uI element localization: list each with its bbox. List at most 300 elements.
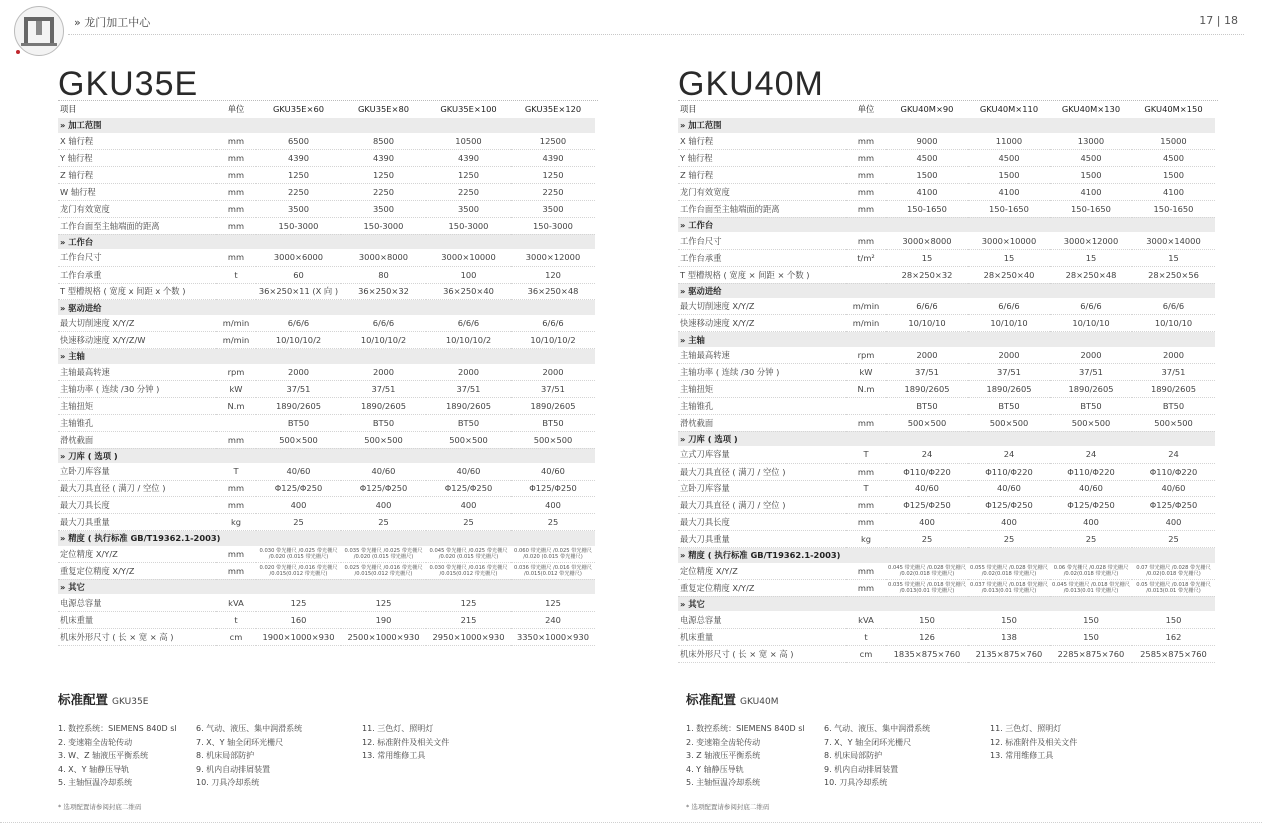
spec-value: 160 xyxy=(256,611,341,628)
spec-value: 37/51 xyxy=(256,381,341,398)
table-row xyxy=(58,332,595,349)
header-item: 项目 xyxy=(60,104,77,115)
spec-unit: t xyxy=(846,628,886,645)
spec-label: Y 轴行程 xyxy=(678,150,846,167)
spec-label: 快速移动速度 X/Y/Z xyxy=(678,315,846,332)
spec-value: 25 xyxy=(256,514,341,531)
config-item: 3. W、Z 轴液压平衡系统 xyxy=(58,751,149,760)
spec-value: 3000×12000 xyxy=(511,249,595,266)
spec-value: 2000 xyxy=(968,347,1050,364)
config-item: 13. 常用维修工具 xyxy=(990,751,1054,760)
spec-value: 4100 xyxy=(968,184,1050,201)
spec-value: 28×250×32 xyxy=(886,266,968,283)
spec-value: 37/51 xyxy=(426,381,511,398)
spec-value: 40/60 xyxy=(256,463,341,480)
spec-unit: m/min xyxy=(846,298,886,315)
spec-value: 15 xyxy=(1050,249,1132,266)
spec-value: 15 xyxy=(1132,249,1215,266)
spec-unit: kW xyxy=(216,381,256,398)
spec-value: 6/6/6 xyxy=(426,315,511,332)
table-group-row xyxy=(678,217,1215,232)
spec-value: 2135×875×760 xyxy=(968,645,1050,662)
spec-value: 0.07 带光栅尺 /0.028 带光栅尺 /0.02(0.018 带光栅尺) xyxy=(1132,563,1215,580)
header-unit: 单位 xyxy=(857,104,875,115)
table-group-row xyxy=(58,349,595,364)
spec-value: 4390 xyxy=(256,150,341,167)
table-row xyxy=(678,249,1215,266)
spec-value: BT50 xyxy=(341,414,426,431)
spec-label: 最大切削速度 X/Y/Z xyxy=(678,298,846,315)
header-item: 项目 xyxy=(680,104,697,115)
spec-value: 3000×10000 xyxy=(968,232,1050,249)
spec-value: Φ125/Φ250 xyxy=(968,497,1050,514)
spec-label: 主轴锥孔 xyxy=(678,397,846,414)
spec-value: 6500 xyxy=(256,133,341,150)
spec-value: 36×250×48 xyxy=(511,283,595,300)
spec-value: 2000 xyxy=(256,364,341,381)
spec-unit: mm xyxy=(846,514,886,531)
table-row xyxy=(678,480,1215,497)
spec-value: 0.020 带光栅尺 /0.016 带光栅尺 /0.015(0.012 带光栅尺) xyxy=(256,563,341,580)
group-label: » 加工范围 xyxy=(58,118,595,133)
group-label: » 加工范围 xyxy=(678,118,1215,133)
standard-config-label: 标准配置 xyxy=(686,692,737,707)
spec-label: 最大刀具重量 xyxy=(58,514,216,531)
spec-value: 3350×1000×930 xyxy=(511,628,595,645)
table-group-row xyxy=(58,448,595,463)
spec-value: 28×250×40 xyxy=(968,266,1050,283)
spec-value: 37/51 xyxy=(968,364,1050,381)
spec-value: BT50 xyxy=(511,414,595,431)
spec-value: 6/6/6 xyxy=(1132,298,1215,315)
table-row xyxy=(678,531,1215,548)
spec-value: Φ125/Φ250 xyxy=(1132,497,1215,514)
spec-value: Φ125/Φ250 xyxy=(341,480,426,497)
config-item: 7. X、Y 轴全闭环光栅尺 xyxy=(196,737,284,747)
table-group-row xyxy=(678,118,1215,133)
model-title: GKU40M xyxy=(678,65,824,103)
spec-unit: mm xyxy=(216,150,256,167)
spec-unit: kVA xyxy=(216,594,256,611)
spec-label: 最大刀具直径 ( 满刀 / 空位 ) xyxy=(58,480,216,497)
spec-label: 工作台面至主轴端面的距离 xyxy=(58,217,216,234)
config-column xyxy=(362,722,542,790)
brand-logo xyxy=(14,6,64,56)
spec-value: 500×500 xyxy=(341,431,426,448)
spec-value: 125 xyxy=(426,594,511,611)
table-row xyxy=(678,347,1215,364)
table-header-row xyxy=(678,101,1215,118)
spec-value: 10/10/10/2 xyxy=(341,332,426,349)
spec-unit: mm xyxy=(216,480,256,497)
spec-value: 150-1650 xyxy=(886,200,968,217)
spec-value: 60 xyxy=(256,266,341,283)
spec-value: 1890/2605 xyxy=(341,397,426,414)
spec-value: 4500 xyxy=(1132,150,1215,167)
spec-unit: t/m² xyxy=(846,249,886,266)
spec-table xyxy=(58,101,595,646)
spec-unit: mm xyxy=(216,563,256,580)
spec-value: 3500 xyxy=(426,200,511,217)
spec-value: 0.045 带光栅尺 /0.018 带光栅尺 /0.013(0.01 带光栅尺) xyxy=(1050,579,1132,596)
spec-value: 3000×8000 xyxy=(341,249,426,266)
spec-unit: cm xyxy=(846,645,886,662)
standard-config-title xyxy=(686,690,1206,708)
spec-value: 10/10/10/2 xyxy=(256,332,341,349)
spec-value: 240 xyxy=(511,611,595,628)
spec-value: 1500 xyxy=(886,167,968,184)
spec-value: 2285×875×760 xyxy=(1050,645,1132,662)
footnote: * 选项配置请参阅封底二维码 xyxy=(58,802,142,811)
spec-value: 1890/2605 xyxy=(1132,381,1215,398)
spec-value: BT50 xyxy=(886,397,968,414)
table-row xyxy=(678,266,1215,283)
table-group-row xyxy=(58,300,595,315)
spec-label: 龙门有效宽度 xyxy=(678,184,846,201)
config-item: 7. X、Y 轴全闭环光栅尺 xyxy=(824,737,912,747)
spec-unit: N.m xyxy=(846,381,886,398)
group-label: » 驱动进给 xyxy=(678,283,1215,298)
spec-value: 100 xyxy=(426,266,511,283)
table-row xyxy=(678,611,1215,628)
spec-table xyxy=(678,101,1215,663)
table-row xyxy=(58,611,595,628)
table-row xyxy=(678,628,1215,645)
spec-value: 150 xyxy=(1132,611,1215,628)
spec-value: Φ125/Φ250 xyxy=(256,480,341,497)
table-row xyxy=(678,563,1215,580)
spec-label: 电源总容量 xyxy=(678,611,846,628)
brand-dot xyxy=(16,50,20,54)
spec-value: 13000 xyxy=(1050,133,1132,150)
spec-label: 立卧刀库容量 xyxy=(58,463,216,480)
spec-value: 37/51 xyxy=(1132,364,1215,381)
table-row xyxy=(678,414,1215,431)
spec-value: 400 xyxy=(426,497,511,514)
spec-unit: mm xyxy=(846,232,886,249)
table-group-row xyxy=(58,234,595,249)
spec-value: 0.037 带光栅尺 /0.018 带光栅尺 /0.013(0.01 带光栅尺) xyxy=(968,579,1050,596)
table-row xyxy=(678,463,1215,480)
table-row xyxy=(58,594,595,611)
header-model: GKU35E×120 xyxy=(524,104,582,115)
config-item: 5. 主轴恒温冷却系统 xyxy=(686,778,761,787)
table-group-row xyxy=(58,579,595,594)
spec-label: 主轴最高转速 xyxy=(58,364,216,381)
table-row xyxy=(678,298,1215,315)
spec-unit: mm xyxy=(216,200,256,217)
spec-label: 工作台面至主轴端面的距离 xyxy=(678,200,846,217)
spec-label: X 轴行程 xyxy=(58,133,216,150)
table-group-row xyxy=(58,531,595,546)
spec-value: 2250 xyxy=(426,184,511,201)
config-item: 10. 刀具冷却系统 xyxy=(824,778,888,787)
table-row xyxy=(58,381,595,398)
spec-value: 2000 xyxy=(1050,347,1132,364)
header-model: GKU35E×60 xyxy=(272,104,325,115)
spec-unit: mm xyxy=(216,497,256,514)
table-row xyxy=(678,514,1215,531)
config-item: 3. Z 轴液压平衡系统 xyxy=(686,751,761,760)
spec-value: 1890/2605 xyxy=(426,397,511,414)
config-item: 10. 刀具冷却系统 xyxy=(196,778,260,787)
table-row xyxy=(678,133,1215,150)
spec-unit: t xyxy=(216,611,256,628)
spec-unit: mm xyxy=(846,463,886,480)
table-row xyxy=(58,217,595,234)
spec-value: 3000×10000 xyxy=(426,249,511,266)
table-row xyxy=(678,645,1215,662)
spec-value: 150-3000 xyxy=(256,217,341,234)
spec-value: 0.045 带光栅尺 /0.025 带光栅尺 /0.020 (0.015 带光栅尺) xyxy=(426,546,511,563)
spec-label: T 型槽规格 ( 宽度 x 间距 x 个数 ) xyxy=(58,283,216,300)
spec-value: 400 xyxy=(511,497,595,514)
spec-unit: mm xyxy=(216,133,256,150)
spec-value: 36×250×32 xyxy=(341,283,426,300)
group-label: » 工作台 xyxy=(678,217,1215,232)
spec-value: 500×500 xyxy=(886,414,968,431)
table-group-row xyxy=(678,332,1215,347)
spec-value: 125 xyxy=(341,594,426,611)
config-column xyxy=(196,722,362,790)
spec-unit: rpm xyxy=(216,364,256,381)
table-row xyxy=(58,133,595,150)
table-row xyxy=(678,150,1215,167)
spec-label: 滑枕截面 xyxy=(58,431,216,448)
spec-value: 3000×12000 xyxy=(1050,232,1132,249)
spec-label: 最大刀具长度 xyxy=(678,514,846,531)
table-row xyxy=(58,266,595,283)
spec-label: 滑枕截面 xyxy=(678,414,846,431)
spec-value: 6/6/6 xyxy=(886,298,968,315)
table-row xyxy=(58,563,595,580)
spec-unit: kg xyxy=(846,531,886,548)
model-title: GKU35E xyxy=(58,65,199,103)
spec-value: 28×250×48 xyxy=(1050,266,1132,283)
spec-value: 10/10/10 xyxy=(1132,315,1215,332)
table-row xyxy=(58,546,595,563)
group-label: » 主轴 xyxy=(58,349,595,364)
spec-value: 40/60 xyxy=(511,463,595,480)
table-row xyxy=(58,200,595,217)
spec-value: 4500 xyxy=(1050,150,1132,167)
spec-value: 162 xyxy=(1132,628,1215,645)
spec-value: 80 xyxy=(341,266,426,283)
group-label: » 工作台 xyxy=(58,234,595,249)
spec-unit: rpm xyxy=(846,347,886,364)
spec-value: 25 xyxy=(1050,531,1132,548)
table-header-row xyxy=(58,101,595,118)
spec-unit: mm xyxy=(216,249,256,266)
spec-value: 2000 xyxy=(886,347,968,364)
spec-value: 0.045 带光栅尺 /0.028 带光栅尺 /0.02(0.018 带光栅尺) xyxy=(886,563,968,580)
spec-value: 1890/2605 xyxy=(886,381,968,398)
header-model: GKU40M×110 xyxy=(979,104,1039,115)
spec-label: 最大刀具重量 xyxy=(678,531,846,548)
spec-value: 4500 xyxy=(886,150,968,167)
spec-value: 2250 xyxy=(511,184,595,201)
spec-value: 3000×8000 xyxy=(886,232,968,249)
table-row xyxy=(58,397,595,414)
spec-value: 15 xyxy=(968,249,1050,266)
spec-label: 主轴功率 ( 连续 /30 分钟 ) xyxy=(678,364,846,381)
config-item: 5. 主轴恒温冷却系统 xyxy=(58,778,133,787)
spec-label: Z 轴行程 xyxy=(678,167,846,184)
spec-value: 4500 xyxy=(968,150,1050,167)
spec-unit: mm xyxy=(846,184,886,201)
standard-config-gku40m xyxy=(686,690,1206,811)
spec-value: 10/10/10/2 xyxy=(511,332,595,349)
footnote: * 选项配置请参阅封底二维码 xyxy=(686,802,770,811)
config-item: 9. 机内自动排屑装置 xyxy=(196,764,271,774)
spec-value: 6/6/6 xyxy=(968,298,1050,315)
table-row xyxy=(58,480,595,497)
config-column xyxy=(824,722,990,790)
spec-unit: mm xyxy=(846,150,886,167)
config-item: 8. 机床局部防护 xyxy=(196,751,255,760)
spec-value: 1890/2605 xyxy=(256,397,341,414)
table-row xyxy=(678,446,1215,463)
spec-value: 2000 xyxy=(426,364,511,381)
spec-value: 400 xyxy=(886,514,968,531)
spec-value: Φ110/Φ220 xyxy=(1132,463,1215,480)
config-item: 2. 变速箱全齿轮传动 xyxy=(686,737,761,747)
spec-value: 24 xyxy=(1050,446,1132,463)
table-row xyxy=(678,397,1215,414)
standard-config-label: 标准配置 xyxy=(58,692,109,707)
spec-unit: T xyxy=(846,446,886,463)
spec-value: 1250 xyxy=(256,167,341,184)
spec-value: 150 xyxy=(1050,611,1132,628)
spec-value: 37/51 xyxy=(1050,364,1132,381)
spec-label: 定位精度 X/Y/Z xyxy=(58,546,216,563)
spec-label: 快速移动速度 X/Y/Z/W xyxy=(58,332,216,349)
table-row xyxy=(58,167,595,184)
table-row xyxy=(678,184,1215,201)
spec-value: 1500 xyxy=(1050,167,1132,184)
config-item: 12. 标准附件及相关文件 xyxy=(990,737,1078,747)
spec-unit: kg xyxy=(216,514,256,531)
group-label: » 精度 ( 执行标准 GB/T19362.1-2003) xyxy=(678,548,1215,563)
table-row xyxy=(678,315,1215,332)
spec-value: 3500 xyxy=(256,200,341,217)
spec-value: 500×500 xyxy=(1050,414,1132,431)
spec-unit: mm xyxy=(216,217,256,234)
spec-unit: mm xyxy=(846,563,886,580)
spec-value: 150-3000 xyxy=(511,217,595,234)
spec-label: 主轴最高转速 xyxy=(678,347,846,364)
spec-value: 1250 xyxy=(511,167,595,184)
spec-value: 40/60 xyxy=(1132,480,1215,497)
spec-value: 500×500 xyxy=(256,431,341,448)
spec-unit: t xyxy=(216,266,256,283)
spec-value: 4100 xyxy=(886,184,968,201)
spec-label: 主轴扭矩 xyxy=(678,381,846,398)
spec-value: 6/6/6 xyxy=(1050,298,1132,315)
table-row xyxy=(58,497,595,514)
table-row xyxy=(58,431,595,448)
config-item: 6. 气动、液压、集中润滑系统 xyxy=(196,724,303,733)
spec-unit: mm xyxy=(846,167,886,184)
spec-label: 龙门有效宽度 xyxy=(58,200,216,217)
spec-value: 25 xyxy=(341,514,426,531)
spec-value: 0.06 带光栅尺 /0.028 带光栅尺 /0.02(0.018 带光栅尺) xyxy=(1050,563,1132,580)
spec-unit: kVA xyxy=(846,611,886,628)
spec-label: 机床重量 xyxy=(58,611,216,628)
spec-value: 25 xyxy=(426,514,511,531)
spec-unit: mm xyxy=(216,184,256,201)
spec-label: 电源总容量 xyxy=(58,594,216,611)
table-row xyxy=(678,579,1215,596)
spec-value: BT50 xyxy=(968,397,1050,414)
spec-value: Φ125/Φ250 xyxy=(886,497,968,514)
spec-unit: mm xyxy=(846,579,886,596)
spec-unit: m/min xyxy=(216,315,256,332)
spec-value: 37/51 xyxy=(341,381,426,398)
spec-label: Z 轴行程 xyxy=(58,167,216,184)
spec-value: 150 xyxy=(1050,628,1132,645)
config-item: 11. 三色灯、照明灯 xyxy=(990,724,1062,733)
spec-unit xyxy=(846,266,886,283)
table-row xyxy=(58,514,595,531)
spec-value: 40/60 xyxy=(968,480,1050,497)
table-row xyxy=(58,283,595,300)
spec-value: 4390 xyxy=(426,150,511,167)
group-label: » 刀库 ( 选项 ) xyxy=(678,431,1215,446)
group-label: » 其它 xyxy=(58,579,595,594)
spec-value: 12500 xyxy=(511,133,595,150)
spec-value: 25 xyxy=(886,531,968,548)
spec-value: 2500×1000×930 xyxy=(341,628,426,645)
table-group-row xyxy=(678,548,1215,563)
spec-value: 3000×6000 xyxy=(256,249,341,266)
spec-value: 0.055 带光栅尺 /0.028 带光栅尺 /0.02(0.018 带光栅尺) xyxy=(968,563,1050,580)
spec-value: Φ125/Φ250 xyxy=(426,480,511,497)
spec-label: 主轴功率 ( 连续 /30 分钟 ) xyxy=(58,381,216,398)
header-unit: 单位 xyxy=(227,104,245,115)
spec-unit xyxy=(846,397,886,414)
spec-label: 最大切削速度 X/Y/Z xyxy=(58,315,216,332)
spec-unit: m/min xyxy=(216,332,256,349)
spec-value: BT50 xyxy=(426,414,511,431)
spec-value: 0.05 带光栅尺 /0.018 带光栅尺 /0.013(0.01 带光栅尺) xyxy=(1132,579,1215,596)
spec-value: 37/51 xyxy=(886,364,968,381)
spec-value: 2250 xyxy=(341,184,426,201)
config-item: 6. 气动、液压、集中润滑系统 xyxy=(824,724,931,733)
config-item: 2. 变速箱全齿轮传动 xyxy=(58,737,133,747)
spec-value: 36×250×11 (X 向 ) xyxy=(256,283,341,300)
spec-value: Φ110/Φ220 xyxy=(1050,463,1132,480)
standard-config-title xyxy=(58,690,578,708)
spec-value: 400 xyxy=(1132,514,1215,531)
spec-value: 150 xyxy=(886,611,968,628)
spec-value: 4100 xyxy=(1050,184,1132,201)
config-item: 11. 三色灯、照明灯 xyxy=(362,724,434,733)
footer-divider xyxy=(0,822,1262,823)
spec-value: 0.030 带光栅尺 /0.016 带光栅尺 /0.015(0.012 带光栅尺) xyxy=(426,563,511,580)
standard-config-model: GKU35E xyxy=(112,697,149,707)
spec-value: 138 xyxy=(968,628,1050,645)
header-divider xyxy=(68,34,1244,35)
spec-value: 1250 xyxy=(341,167,426,184)
spec-unit: cm xyxy=(216,628,256,645)
spec-unit xyxy=(216,414,256,431)
spec-label: 工作台尺寸 xyxy=(678,232,846,249)
spec-label: 机床外形尺寸 ( 长 × 宽 × 高 ) xyxy=(58,628,216,645)
config-item: 9. 机内自动排屑装置 xyxy=(824,764,899,774)
spec-value: 6/6/6 xyxy=(341,315,426,332)
header-model: GKU35E×100 xyxy=(440,104,497,115)
